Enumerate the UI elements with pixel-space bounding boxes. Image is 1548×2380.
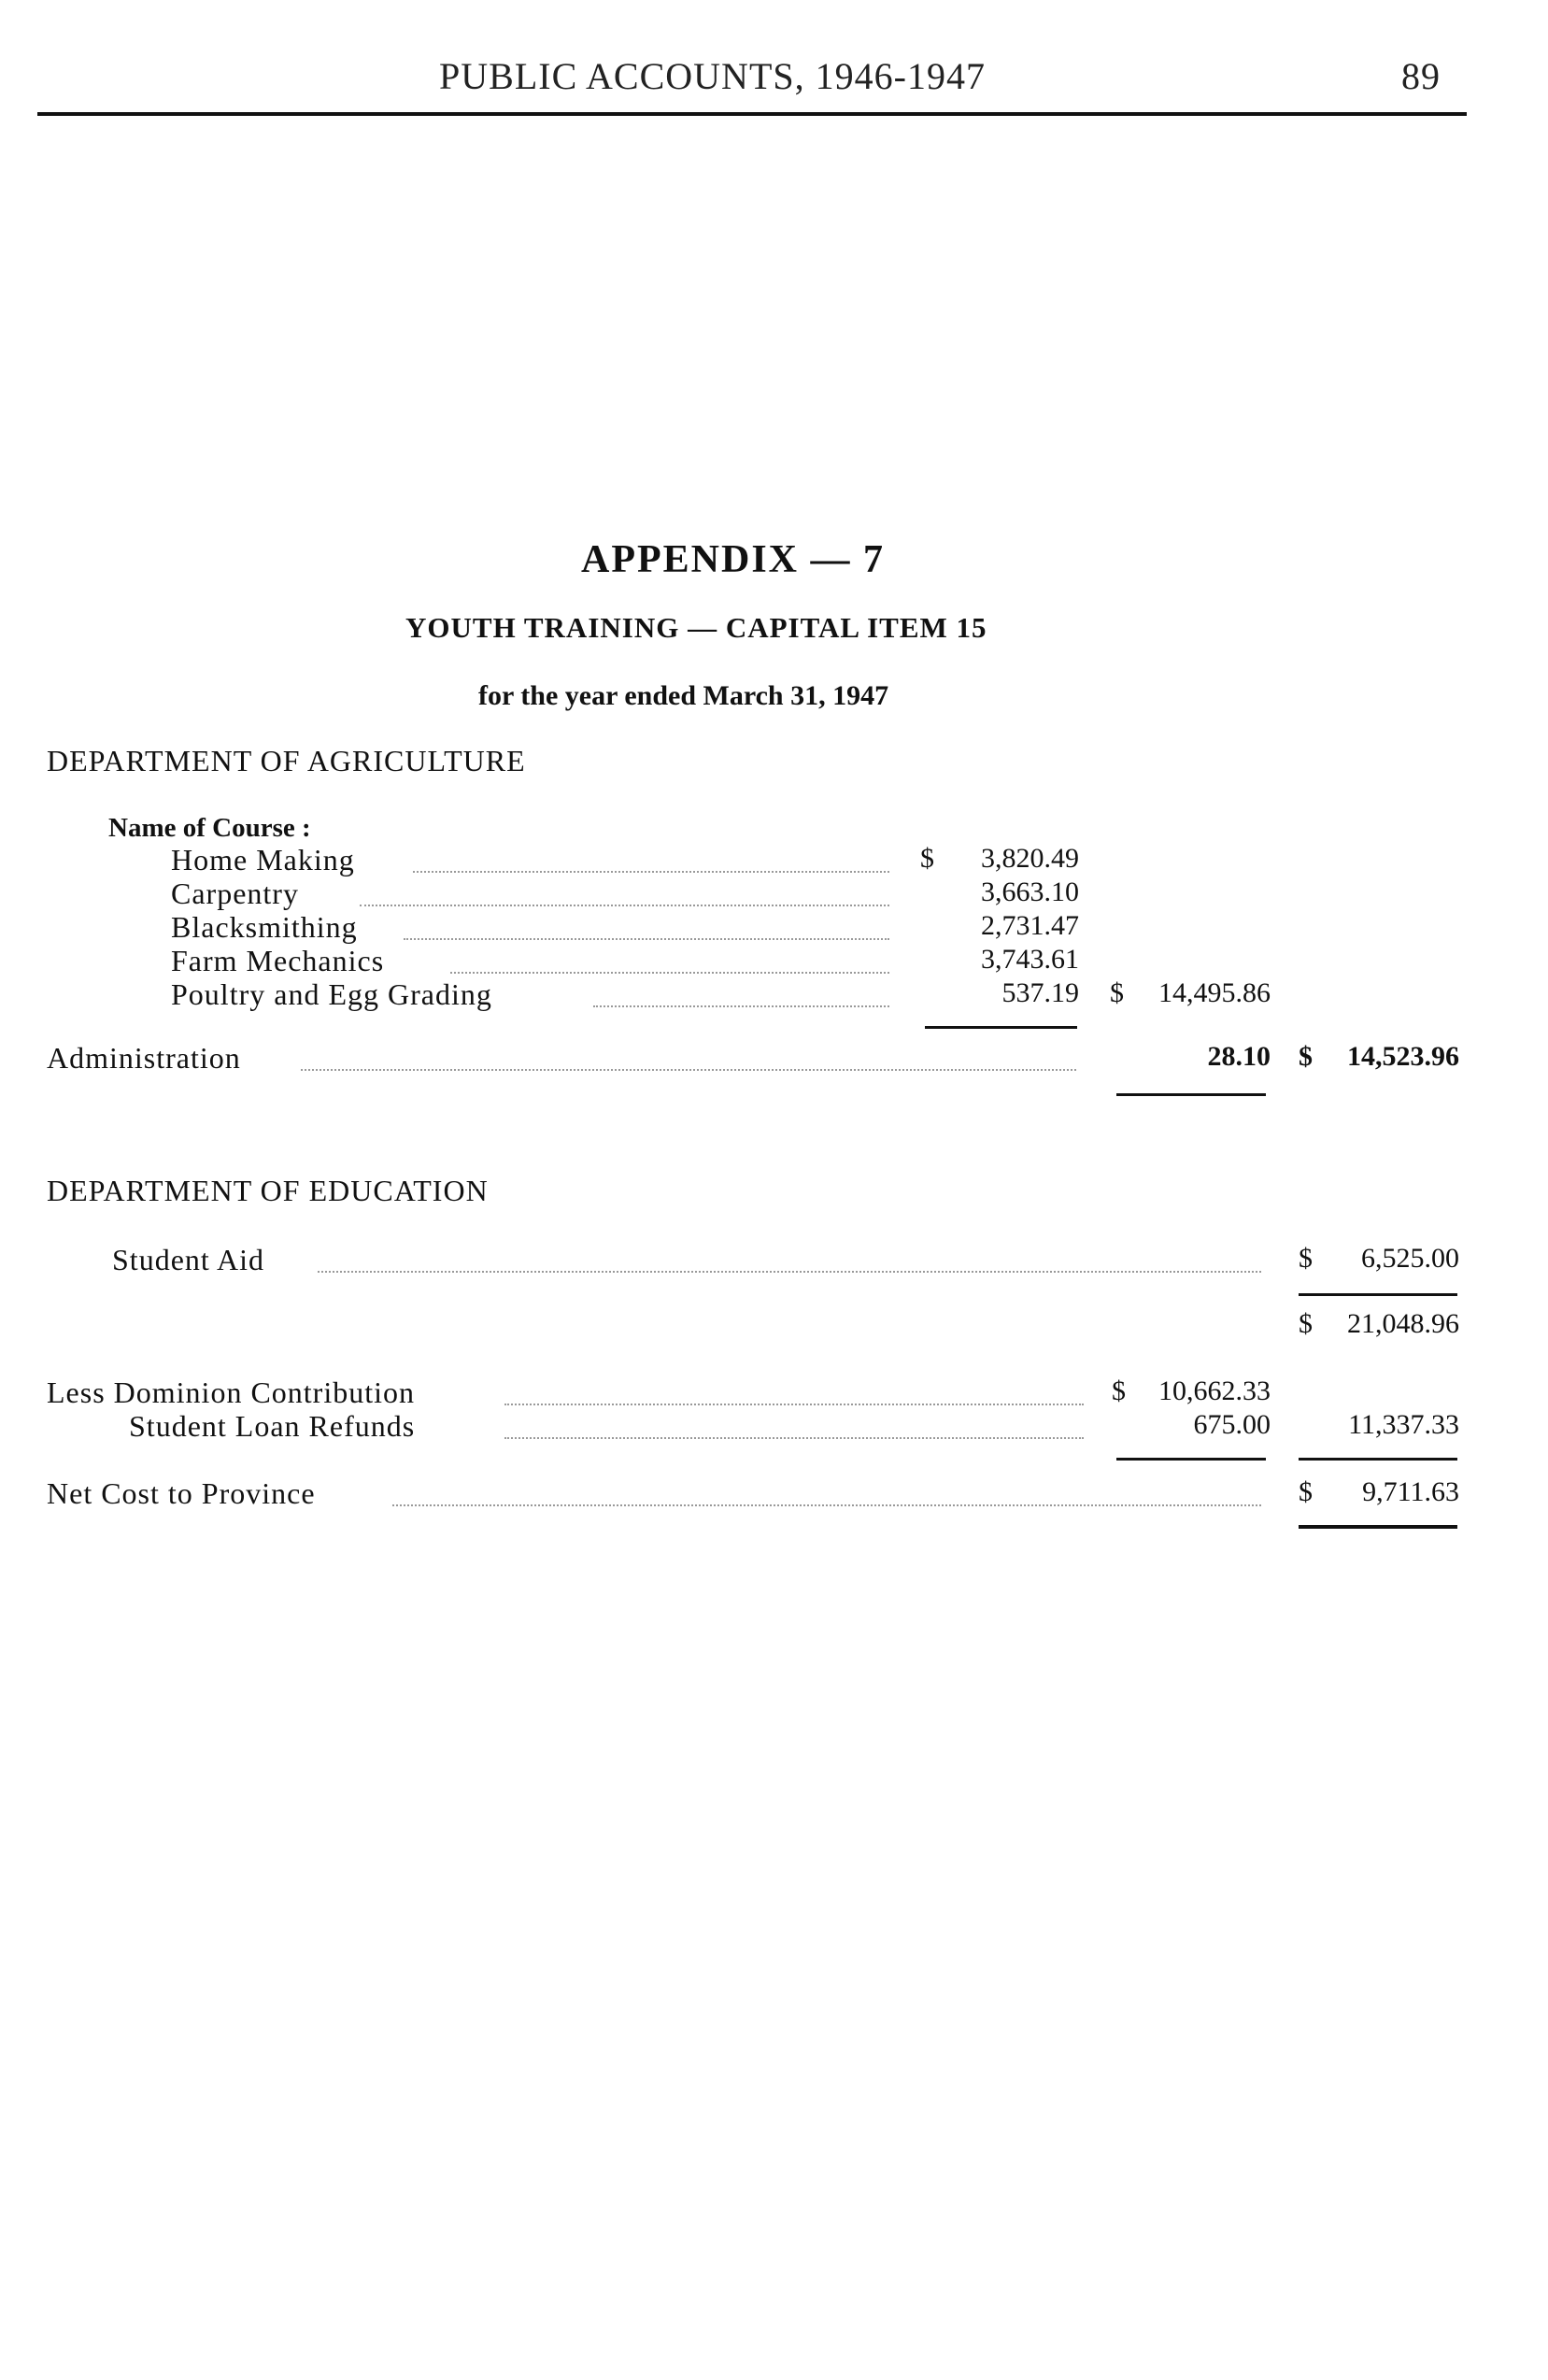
total-rule [1116, 1093, 1266, 1096]
net-rule [1299, 1458, 1457, 1461]
deductions-total: 11,337.33 [1348, 1409, 1459, 1440]
course-amount: 2,731.47 [981, 910, 1079, 941]
course-name: Home Making [171, 843, 355, 876]
course-amount: 3,820.49 [981, 843, 1079, 874]
course-amount: 3,663.10 [981, 876, 1079, 907]
dot-leader [504, 1404, 1084, 1405]
running-header-title: PUBLIC ACCOUNTS, 1946-1947 [439, 55, 986, 97]
dot-leader [404, 938, 889, 940]
net-cost-amount: 9,711.63 [1362, 1476, 1459, 1507]
final-double-rule [1299, 1525, 1457, 1529]
dominion-contribution-label: Less Dominion Contribution [47, 1375, 415, 1409]
currency-symbol: $ [1299, 1308, 1313, 1339]
course-name: Farm Mechanics [171, 944, 385, 977]
header-rule [37, 112, 1467, 116]
net-cost-label: Net Cost to Province [47, 1476, 316, 1510]
currency-symbol: $ [1299, 1041, 1313, 1072]
course-amount: 3,743.61 [981, 944, 1079, 975]
agriculture-total: 14,523.96 [1347, 1041, 1459, 1072]
dot-leader [318, 1271, 1261, 1273]
refunds-amount: 675.00 [1193, 1409, 1271, 1440]
dot-leader [301, 1069, 1076, 1071]
education-heading: DEPARTMENT OF EDUCATION [47, 1174, 489, 1207]
currency-symbol: $ [1112, 1375, 1126, 1406]
administration-label: Administration [47, 1041, 241, 1075]
agriculture-heading: DEPARTMENT OF AGRICULTURE [47, 744, 526, 777]
appendix-title: APPENDIX — 7 [581, 538, 885, 581]
appendix-period: for the year ended March 31, 1947 [478, 680, 889, 711]
student-aid-label: Student Aid [112, 1243, 265, 1276]
dot-leader [504, 1437, 1084, 1439]
dot-leader [360, 905, 889, 906]
appendix-subtitle: YOUTH TRAINING — CAPITAL ITEM 15 [405, 611, 987, 644]
dominion-amount: 10,662.33 [1158, 1375, 1271, 1406]
dot-leader [413, 871, 889, 873]
student-aid-amount: 6,525.00 [1361, 1243, 1459, 1274]
grand-total-rule [1299, 1293, 1457, 1296]
page-number: 89 [1401, 55, 1441, 97]
courses-total: 14,495.86 [1158, 977, 1271, 1008]
refunds-label: Student Loan Refunds [129, 1409, 416, 1443]
course-name: Poultry and Egg Grading [171, 977, 492, 1011]
course-amount: 537.19 [1001, 977, 1079, 1008]
currency-symbol: $ [1110, 977, 1124, 1008]
currency-symbol: $ [1299, 1243, 1313, 1274]
deductions-rule [1116, 1458, 1266, 1461]
dot-leader [593, 1005, 889, 1007]
currency-symbol: $ [920, 843, 934, 874]
dot-leader [392, 1504, 1261, 1506]
grand-total: 21,048.96 [1347, 1308, 1459, 1339]
course-name: Carpentry [171, 876, 299, 910]
dot-leader [450, 972, 889, 974]
courses-label: Name of Course : [108, 813, 311, 843]
course-name: Blacksmithing [171, 910, 358, 944]
subtotal-rule [925, 1026, 1077, 1029]
administration-amount: 28.10 [1207, 1041, 1271, 1072]
currency-symbol: $ [1299, 1476, 1313, 1507]
